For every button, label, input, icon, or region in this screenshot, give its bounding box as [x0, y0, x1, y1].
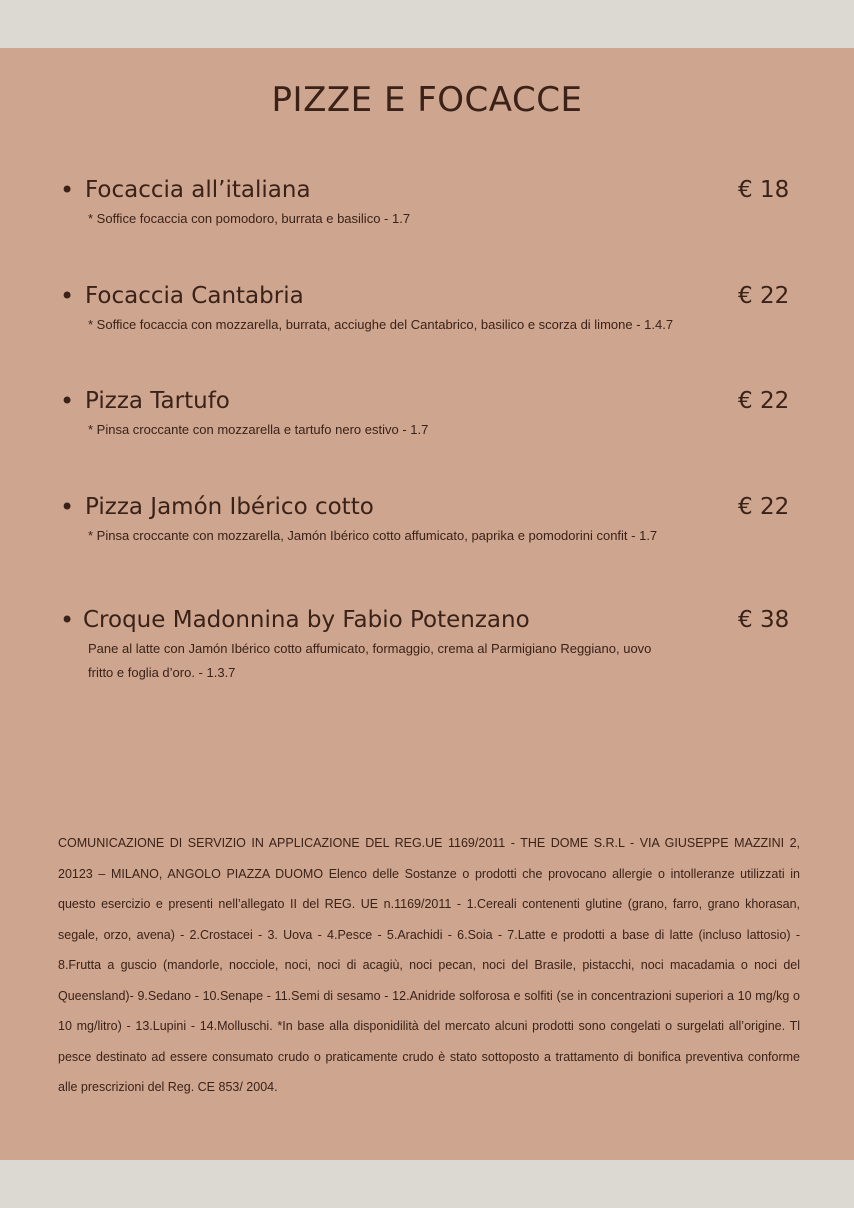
menu-item	[60, 492, 800, 543]
item-description: * Soffice focaccia con pomodoro, burrata e basilico - 1.7	[88, 211, 411, 226]
item-price: € 22	[738, 388, 790, 414]
bullet-icon: •	[60, 282, 75, 310]
menu-item	[60, 386, 800, 437]
menu-title: PIZZE E FOCACCE	[271, 80, 583, 120]
item-description: * Pinsa croccante con mozzarella, Jamón Ibérico cotto affumicato, paprika e pomodorini confit - 1.7	[88, 528, 658, 543]
item-name: Focaccia all’italiana	[85, 177, 311, 203]
menu-item	[60, 175, 800, 226]
bullet-icon: •	[60, 493, 75, 521]
bullet-icon: •	[60, 606, 75, 634]
menu-item	[60, 605, 800, 680]
menu-item	[60, 281, 800, 332]
item-description: * Soffice focaccia con mozzarella, burrata, acciughe del Cantabrico, basilico e scorza di limone - 1.4.7	[88, 317, 674, 332]
item-name: Pizza Jamón Ibérico cotto	[85, 494, 374, 520]
bullet-icon: •	[60, 387, 75, 415]
item-price: € 18	[738, 177, 790, 203]
item-name: Croque Madonnina by Fabio Potenzano	[83, 607, 530, 633]
item-name: Focaccia Cantabria	[85, 283, 304, 309]
item-price: € 22	[738, 283, 790, 309]
item-name: Pizza Tartufo	[85, 388, 230, 414]
item-description: * Pinsa croccante con mozzarella e tartufo nero estivo - 1.7	[88, 422, 429, 437]
item-price: € 22	[738, 494, 790, 520]
allergen-notice: COMUNICAZIONE DI SERVIZIO IN APPLICAZIONE DEL REG.UE 1169/2011 - THE DOME S.R.L - VIA GIUSEPPE MAZZINI 2, 20123 – MILANO, ANGOLO PIAZZA DUOMO Elenco delle Sostanze o prodotti che provocano allergie o intolleranze utilizzati in questo esercizio e presenti nell’allegato II del REG. UE n.1169/2011 - 1.Cereali contenenti glutine (grano, farro, grano khorasan, segale, orzo, avena) - 2.Crostacei - 3. Uova - 4.Pesce - 5.Arachidi - 6.Soia - 7.Latte e prodotti a base di latte (incluso lattosio) - 8.Frutta a guscio (mandorle, nocciole, noci, noci di acagiù, noci pecan, noci del Brasile, pistacchi, noci macadamia o noci del Queensland)- 9.Sedano - 10.Senape - 11.Semi di sesamo - 12.Anidride solforosa e solfiti (se in concentrazioni superiori a 10 mg/kg o 10 mg/litro) - 13.Lupini - 14.Molluschi. *In base alla disponidilità del mercato alcuni prodotti sono congelati o surgelati all’origine. Tl pesce destinato ad essere consumato crudo o praticamente crudo è stato sottoposto a trattamento di bonifica preventiva conforme alle prescrizioni del Reg. CE 853/ 2004.	[58, 836, 800, 1094]
bullet-icon: •	[60, 176, 75, 204]
item-price: € 38	[738, 607, 790, 633]
item-description: Pane al latte con Jamón Ibérico cotto affumicato, formaggio, crema al Parmigiano Reggiano, uovo fritto e foglia d’oro. - 1.3.7	[88, 641, 652, 680]
menu-page	[0, 48, 854, 1160]
